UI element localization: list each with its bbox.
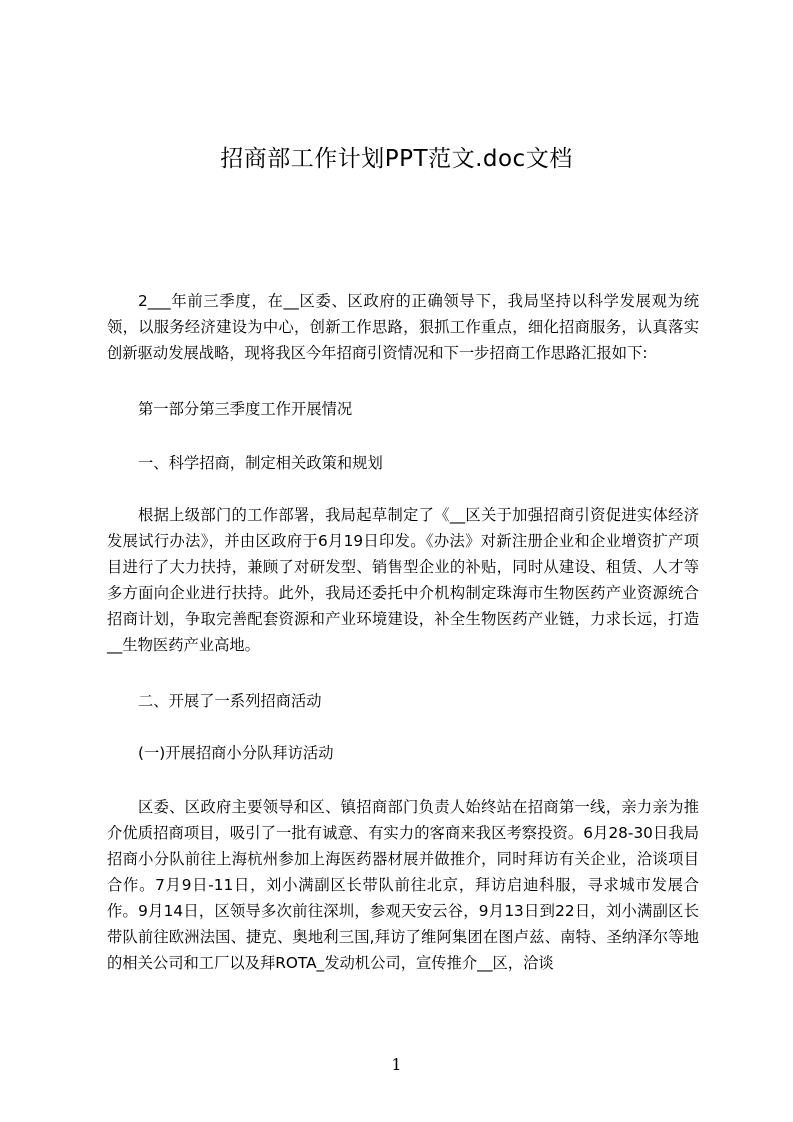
subsection1-paragraph: 区委、区政府主要领导和区、镇招商部门负责人始终站在招商第一线，亲力亲为推介优质招商项目，吸引了一批有诚意、有实力的客商来我区考察投资。6月28-30日我局招商小分队前往上海杭州参加上海医药器材展并做推介，同时拜访有关企业，洽谈项目合作。7月9日-11日，刘小满副区长带队前往北京，拜访启迪科服，寻求城市发展合作。9月14日，区领导多次前往深圳，参观天安云谷，9月13日到22日，刘小满副区长带队前往欧洲法国、捷克、奥地利三国,拜访了维阿集团在图卢兹、南特、圣纳泽尔等地的相关公司和工厂以及拜ROTA_发动机公司，宣传推介__区，洽谈 (107, 798, 699, 972)
intro-paragraph: 2___年前三季度，在__区委、区政府的正确领导下，我局坚持以科学发展观为统领，以服务经济建设为中心，创新工作思路，狠抓工作重点，细化招商服务，认真落实创新驱动发展战略，现将我区今年招商引资情况和下一步招商工作思路汇报如下: (107, 292, 699, 362)
part-heading: 第一部分第三季度工作开展情况 (138, 400, 353, 418)
page-number: 1 (391, 1055, 402, 1074)
document-title: 招商部工作计划PPT范文.doc文档 (220, 146, 573, 172)
section1-heading: 一、科学招商，制定相关政策和规划 (138, 454, 383, 472)
subsection1-heading: (一)开展招商小分队拜访活动 (138, 744, 334, 762)
section1-paragraph: 根据上级部门的工作部署，我局起草制定了《__区关于加强招商引资促进实体经济发展试行办法》，并由区政府于6月19日印发。《办法》对新注册企业和企业增资扩产项目进行了大力扶持，兼顾了对研发型、销售型企业的补贴，同时从建设、租赁、人才等多方面向企业进行扶持。此外，我局还委托中介机构制定珠海市生物医药产业资源统合招商计划，争取完善配套资源和产业环境建设，补全生物医药产业链，力求长远，打造__生物医药产业高地。 (107, 506, 699, 654)
section2-heading: 二、开展了一系列招商活动 (138, 692, 322, 710)
